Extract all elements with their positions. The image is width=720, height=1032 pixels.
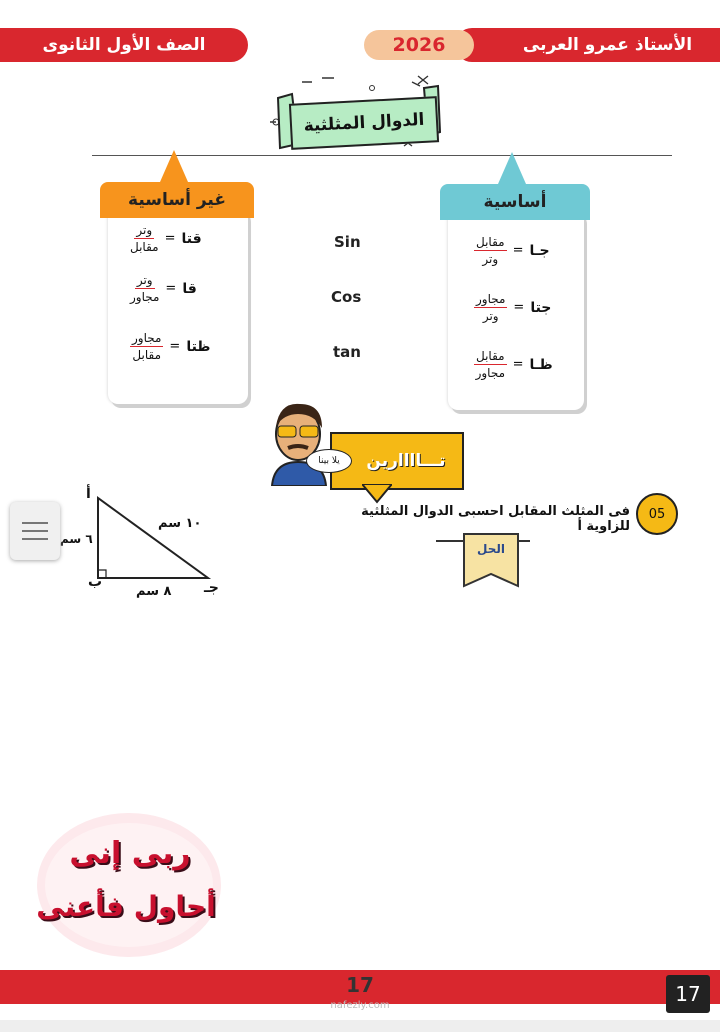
fn-label: ظتا [186, 338, 211, 355]
basic-card-heading [440, 184, 590, 220]
page-title [289, 96, 439, 150]
sticker-line-1: ربى إنى [69, 836, 191, 871]
vertex-c-label: جـ [204, 580, 219, 596]
basic-row-cos [474, 291, 551, 324]
fraction [474, 291, 507, 324]
nonbasic-row-cot [130, 330, 211, 363]
fn-label: قا [182, 280, 197, 297]
side-ab-label: ٦ سم [60, 532, 93, 546]
denominator: مقابل [130, 240, 159, 254]
speech-text: يلا بينا [318, 456, 340, 466]
nonbasic-card-pointer [160, 150, 188, 182]
exercises-label: تـــاااارين [366, 451, 446, 471]
page-indicator [666, 975, 710, 1013]
equals-sign: = [169, 339, 181, 354]
year-badge [364, 30, 474, 60]
menu-button[interactable] [10, 502, 60, 560]
fraction [130, 272, 159, 305]
nonbasic-row-csc [130, 222, 202, 255]
nonbasic-card-heading [100, 182, 254, 218]
basic-card-pointer [498, 152, 526, 184]
basic-heading-text: أساسية [483, 192, 547, 212]
menu-line-icon [22, 538, 48, 540]
question-text: فى المثلث المقابل احسبى الدوال المثلثية للزاوية أ [361, 504, 630, 534]
question-number-badge [636, 493, 678, 535]
solution-tag-shape [462, 532, 520, 588]
numerator: مقابل [476, 349, 505, 363]
equals-sign: = [512, 243, 524, 258]
menu-line-icon [22, 530, 48, 532]
speech-bubble [306, 449, 352, 473]
nonbasic-heading-text: غير أساسية [128, 190, 226, 210]
vertex-b-label: ب [88, 574, 103, 590]
denominator: مقابل [132, 348, 162, 362]
numerator: مجاور [132, 331, 162, 345]
year-label: 2026 [392, 34, 446, 56]
english-sin: Sin [334, 233, 361, 251]
page-indicator-text: 17 [675, 982, 701, 1006]
class-label: الصف الأول الثانوى [42, 35, 206, 55]
fraction [474, 348, 507, 381]
english-cos: Cos [331, 288, 362, 306]
fraction [130, 330, 163, 363]
watermark: nafezly.com [330, 1000, 390, 1011]
fraction [130, 222, 159, 255]
denominator: وتر [482, 252, 499, 266]
class-header [0, 28, 248, 62]
fn-label: ظـا [529, 356, 553, 373]
footer-page-number: 17 [346, 973, 374, 997]
fraction [474, 234, 507, 267]
numerator: وتر [136, 273, 153, 287]
banner-pointer [362, 484, 392, 504]
denominator: مجاور [475, 366, 506, 380]
basic-row-tan [474, 348, 553, 381]
numerator: مجاور [476, 292, 506, 306]
sticker-line-2: أحاول فأعنى [36, 890, 216, 923]
side-ac-label: ١٠ سم [158, 516, 202, 531]
vertex-a-label: أ [86, 486, 91, 502]
menu-line-icon [22, 522, 48, 524]
denominator: مجاور [130, 290, 160, 304]
basic-row-sin [474, 234, 550, 267]
equals-sign: = [513, 300, 525, 315]
fn-label: قتا [181, 230, 202, 247]
equals-sign: = [512, 357, 524, 372]
solution-tag: الحل [477, 542, 505, 556]
equals-sign: = [164, 231, 176, 246]
bottom-strip [0, 1020, 720, 1032]
teacher-header [455, 28, 720, 62]
fn-label: جـا [529, 242, 550, 259]
teacher-name: الأستاذ عمرو العربى [522, 35, 693, 55]
numerator: مقابل [476, 235, 505, 249]
fn-label: جتا [530, 299, 552, 316]
equals-sign: = [165, 281, 177, 296]
question-number: 05 [648, 506, 666, 522]
teacher-cartoon-icon [264, 400, 334, 486]
numerator: وتر [136, 223, 153, 237]
nonbasic-row-sec [130, 272, 197, 305]
side-bc-label: ٨ سم [136, 584, 172, 599]
page-title-text: الدوال المثلثية [303, 109, 425, 137]
denominator: وتر [482, 309, 499, 323]
motivational-sticker [34, 810, 224, 960]
english-tan: tan [333, 343, 361, 361]
